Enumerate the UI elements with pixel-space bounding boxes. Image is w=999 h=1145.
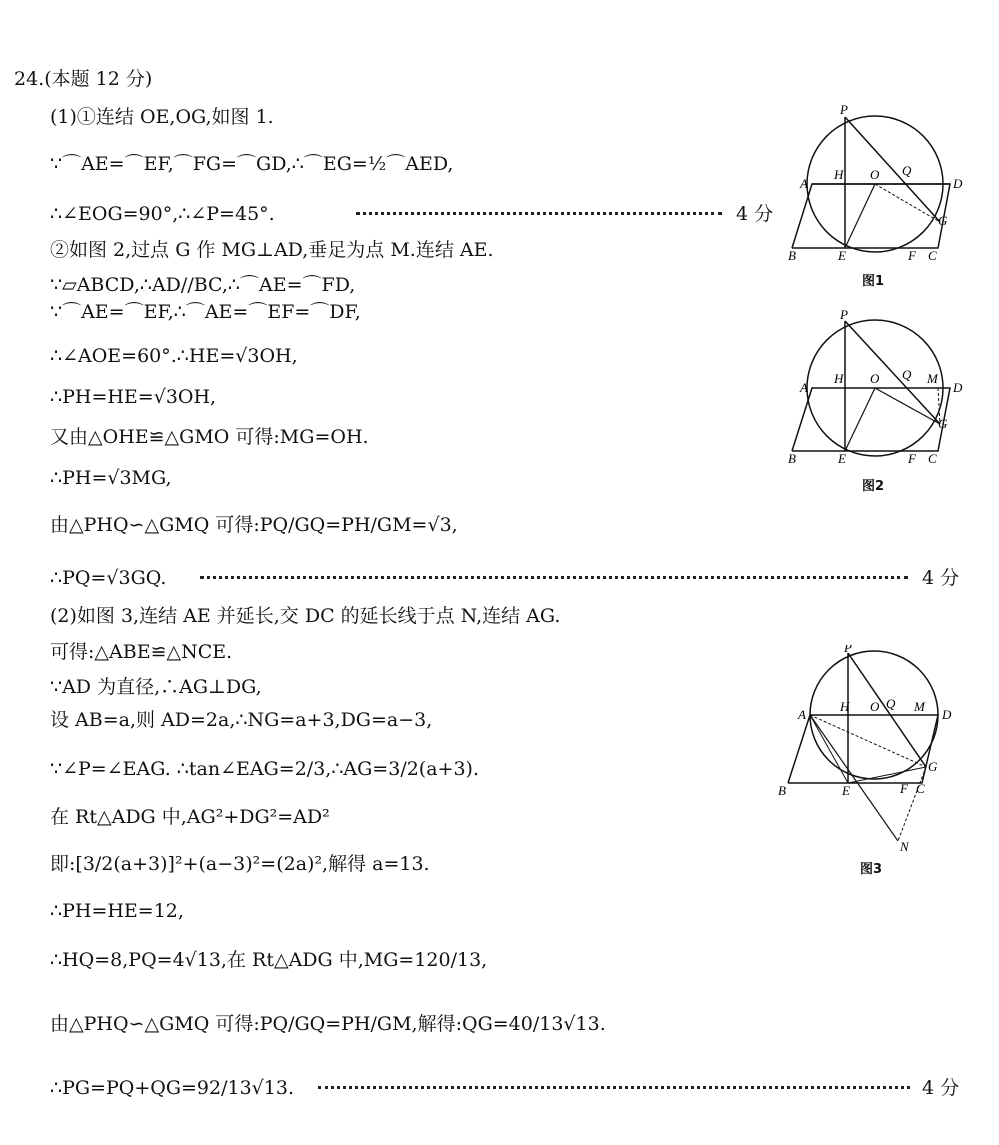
score-2: 4 分 [922, 567, 960, 589]
label-B: B [778, 783, 786, 798]
leader-dots [200, 576, 908, 579]
solution-line-20: ∴PH=HE=12, [50, 900, 184, 922]
solution-line-12: ∴PQ=√3GQ. [50, 567, 167, 589]
label-H: H [834, 167, 844, 182]
label-O: O [870, 167, 880, 182]
solution-line-19: 即:[3/2(a+3)]²+(a−3)²=(2a)²,解得 a=13. [50, 853, 430, 875]
figure-3 [770, 645, 980, 855]
label-H: H [840, 699, 850, 714]
label-D: D [953, 380, 963, 395]
label-N: N [900, 839, 909, 854]
label-G: G [938, 416, 948, 431]
label-M: M [927, 371, 938, 386]
solution-line-3: ∴∠EOG=90°,∴∠P=45°. [50, 203, 275, 225]
label-F: F [908, 248, 916, 263]
label-A: A [798, 707, 806, 722]
score-3: 4 分 [922, 1077, 960, 1099]
label-P: P [840, 308, 848, 322]
solution-line-4: ②如图 2,过点 G 作 MG⊥AD,垂足为点 M.连结 AE. [50, 239, 494, 261]
solution-line-22: 由△PHQ∽△GMQ 可得:PQ/GQ=PH/GM,解得:QG=40/13√13. [50, 1013, 606, 1035]
solution-line-21: ∴HQ=8,PQ=4√13,在 Rt△ADG 中,MG=120/13, [50, 949, 488, 971]
label-O: O [870, 371, 880, 386]
label-G: G [928, 759, 938, 774]
label-P: P [840, 102, 848, 117]
label-B: B [788, 451, 796, 466]
label-E: E [838, 451, 846, 466]
label-A: A [800, 176, 808, 191]
figure-1-caption: 图1 [862, 274, 885, 289]
figure-1 [780, 100, 980, 275]
solution-line-5: ∵▱ABCD,∴AD//BC,∴⌒AE=⌒FD, [50, 274, 356, 296]
solution-line-6: ∵⌒AE=⌒EF,∴⌒AE=⌒EF=⌒DF, [50, 301, 361, 323]
solution-line-2: ∵⌒AE=⌒EF,⌒FG=⌒GD,∴⌒EG=½⌒AED, [50, 153, 454, 175]
solution-line-18: 在 Rt△ADG 中,AG²+DG²=AD² [50, 806, 330, 828]
figure-2-caption: 图2 [862, 479, 885, 494]
label-O: O [870, 699, 880, 714]
label-E: E [838, 248, 846, 263]
solution-line-9: 又由△OHE≌△GMO 可得:MG=OH. [50, 426, 369, 448]
solution-line-1: (1)①连结 OE,OG,如图 1. [50, 106, 274, 128]
label-H: H [834, 371, 844, 386]
solution-line-10: ∴PH=√3MG, [50, 467, 172, 489]
solution-line-16: 设 AB=a,则 AD=2a,∴NG=a+3,DG=a−3, [50, 709, 433, 731]
label-D: D [942, 707, 952, 722]
solution-line-8: ∴PH=HE=√3OH, [50, 386, 217, 408]
label-A: A [800, 380, 808, 395]
leader-dots [318, 1086, 910, 1089]
figure-2 [780, 308, 980, 478]
label-D: D [953, 176, 963, 191]
label-Q: Q [902, 163, 912, 178]
problem-header: 24.(本题 12 分) [14, 68, 153, 90]
label-M: M [914, 699, 925, 714]
label-Q: Q [886, 696, 896, 711]
solution-line-15: ∵AD 为直径,∴AG⊥DG, [50, 676, 262, 698]
score-1: 4 分 [736, 203, 774, 225]
figure-3-caption: 图3 [860, 862, 883, 877]
label-C: C [928, 451, 937, 466]
solution-line-11: 由△PHQ∽△GMQ 可得:PQ/GQ=PH/GM=√3, [50, 514, 458, 536]
label-Q: Q [902, 367, 912, 382]
label-F: F [900, 781, 908, 796]
solution-line-13: (2)如图 3,连结 AE 并延长,交 DC 的延长线于点 N,连结 AG. [50, 605, 561, 627]
solution-line-23: ∴PG=PQ+QG=92/13√13. [50, 1077, 295, 1099]
solution-line-17: ∵∠P=∠EAG. ∴tan∠EAG=2/3,∴AG=3/2(a+3). [50, 758, 480, 780]
label-C: C [928, 248, 937, 263]
solution-line-7: ∴∠AOE=60°.∴HE=√3OH, [50, 345, 298, 367]
label-E: E [842, 783, 850, 798]
label-C: C [916, 781, 925, 796]
label-F: F [908, 451, 916, 466]
leader-dots [356, 212, 722, 215]
label-P: P [844, 645, 852, 655]
label-B: B [788, 248, 796, 263]
solution-line-14: 可得:△ABE≌△NCE. [50, 641, 233, 663]
label-G: G [938, 213, 948, 228]
